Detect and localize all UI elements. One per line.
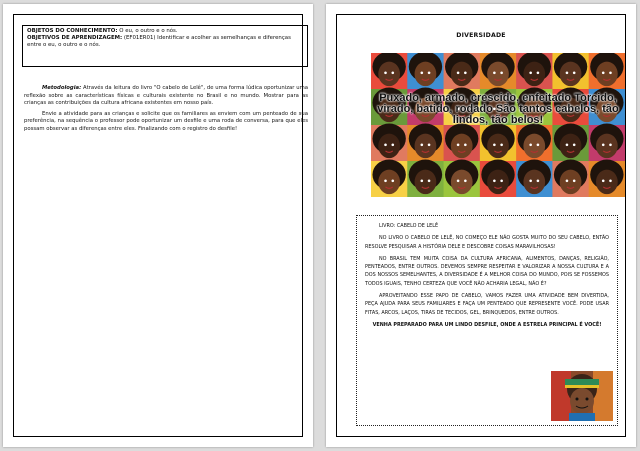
image-caption: Puxado, armado, crescido, enfeitado Torcido, virado, batido, rodado São tantos cabelos, tão lindos, tão belos! bbox=[377, 92, 619, 126]
objetivos-line bbox=[27, 35, 303, 49]
paragraph-culture: NO BRASIL TEM MUITA COISA DA CULTURA AFRICANA, ALIMENTOS, DANÇAS, RELIGIÃO, PENTEADOS, ENTRE OUTROS. DEVEMOS SEMPRE RESPEITAR E VALORIZAR A NOSSA CULTURA E A DOS NOSSOS SEMELHANTES, A DIVERSIDADE É A MELHOR COISA DO MUNDO, POIS SE FOSSEMOS TODOS IGUAIS, TENHO CERTEZA QUE VOCÊ NÃO ACHARIA LEGAL, NÃO É? bbox=[365, 255, 609, 287]
methodology-paragraph bbox=[24, 85, 308, 108]
methodology-label: Metodologia: bbox=[42, 85, 82, 91]
paragraph-activity: APROVEITANDO ESSE PAPO DE CABELO, VAMOS FAZER UMA ATIVIDADE BEM DIVERTIDA, PEÇA AJUDA PARA SEUS FAMILIARES E FAÇA UM PENTEADO QUE REPRESENTE VOCÊ. PODE USAR FITAS, ARCOS, LAÇOS, TIRAS DE TECIDOS, GEL, BRINQUEDOS, ENTRE OUTROS. bbox=[365, 293, 609, 316]
instructions-paragraph: Envie a atividade para as crianças e solicite que os familiares as enviem com um penteado de sua preferência, na sequência o professor pode oportunizar um desfile e uma roda de conversa, para que eles possam observar as diferenças entre eles. Finalizando com o registro do desfile! bbox=[24, 110, 308, 132]
book-line: LIVRO: CABELO DE LELÊ bbox=[379, 223, 439, 229]
page-border bbox=[13, 14, 308, 437]
document-page-right bbox=[326, 4, 636, 447]
closing-line: VENHA PREPARADO PARA UM LINDO DESFILE, ONDE A ESTRELA PRINCIPAL É VOCÊ! bbox=[372, 321, 602, 328]
activity-box bbox=[356, 215, 618, 426]
paragraph-story: NO LIVRO O CABELO DE LELÊ, NO COMEÇO ELE NÃO GOSTA MUITO DO SEU CABELO, ENTÃO RESOLVE PESQUISAR A HISTÓRIA DELE E DESCOBRE COISAS MARAVILHOSAS! bbox=[365, 235, 609, 250]
methodology-section bbox=[24, 85, 308, 137]
objetos-label: OBJETOS DO CONHECIMENTO: bbox=[27, 28, 118, 34]
child-hairstyle-photo bbox=[551, 371, 613, 421]
objetivos-label: OBJETIVOS DE APRENDIZAGEM: bbox=[27, 35, 123, 41]
objectives-box bbox=[22, 25, 308, 67]
page-title: DIVERSIDADE bbox=[456, 32, 506, 39]
objetos-line bbox=[27, 28, 303, 35]
methodology-text: Através da leitura do livro "O cabelo de Lelê", de uma forma lúdica oportunizar uma reflexão sobre as características físicas e culturais existente no Brasil e no mundo. Mostrar para as crianças as contribuições da cultura africana existentes em nosso país. bbox=[24, 85, 308, 107]
page-border bbox=[336, 14, 626, 437]
objetivos-text: (EF01ER01) Identificar e acolher as semelhanças e diferenças entre o eu, o outro e o nós. bbox=[27, 35, 291, 48]
child-illustration bbox=[551, 371, 613, 421]
document-page-left bbox=[3, 4, 313, 447]
hair-mosaic-image bbox=[371, 53, 625, 197]
objetos-text: O eu, o outro e o nós. bbox=[119, 28, 178, 34]
